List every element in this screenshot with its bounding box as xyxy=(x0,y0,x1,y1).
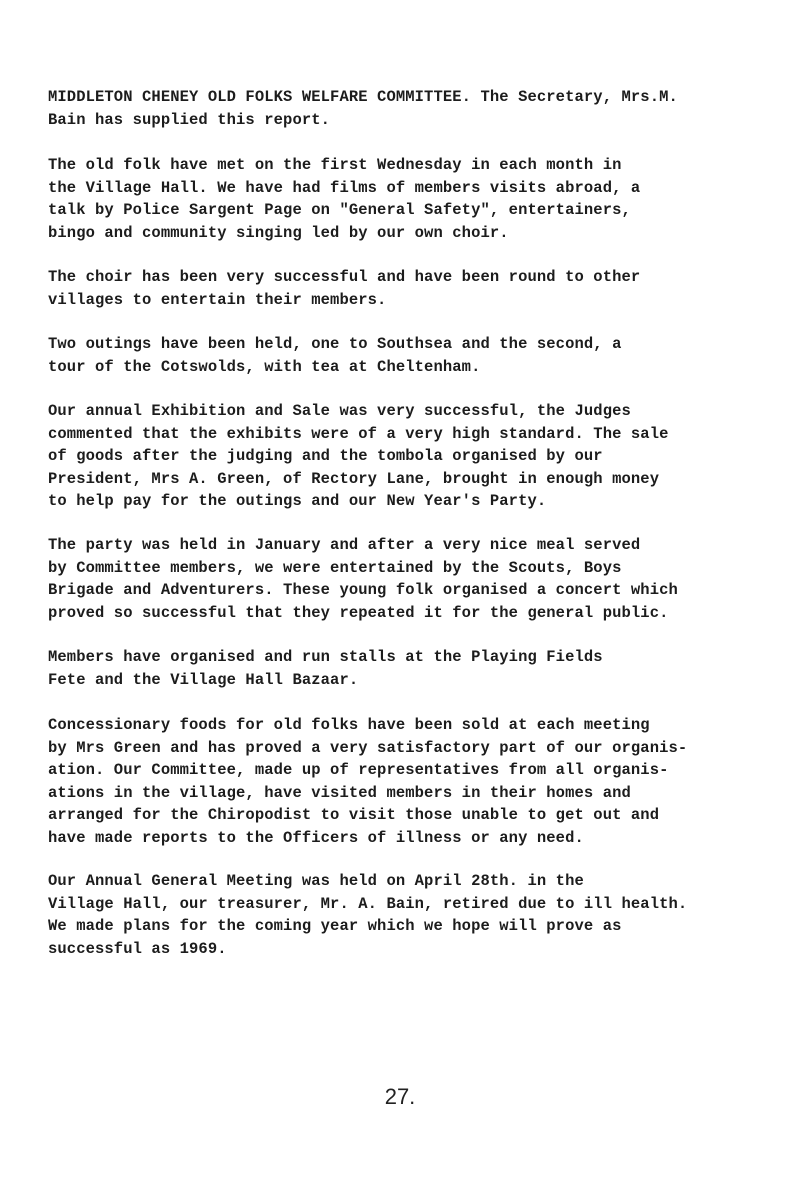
text-line: to help pay for the outings and our New Year's Party. xyxy=(48,492,547,510)
text-line: Members have organised and run stalls at the Playing Fields xyxy=(48,648,603,666)
text-line: President, Mrs A. Green, of Rectory Lane, brought in enough money xyxy=(48,469,660,488)
text-line: The old folk have met on the first Wednesday in each month in xyxy=(48,156,622,174)
text-line: commented that the exhibits were of a very high standard. The sale xyxy=(48,424,669,443)
text-line: bingo and community singing led by our own choir. xyxy=(48,223,509,242)
text-line: proved so successful that they repeated it for the general public. xyxy=(48,603,669,622)
text-line: Brigade and Adventurers. These young folk organised a concert which xyxy=(48,581,678,599)
paragraph-meetings xyxy=(48,154,768,244)
text-line: successful as 1969. xyxy=(48,939,227,958)
paragraph-heading xyxy=(48,86,768,131)
text-line: have made reports to the Officers of illness or any need. xyxy=(48,828,584,847)
text-line: of goods after the judging and the tombola organised by our xyxy=(48,447,603,465)
text-line: ation. Our Committee, made up of representatives from all organis- xyxy=(48,761,669,779)
text-line: by Committee members, we were entertained by the Scouts, Boys xyxy=(48,558,622,577)
text-line: The party was held in January and after a very nice meal served xyxy=(48,536,641,554)
text-line: Our Annual General Meeting was held on April 28th. in the xyxy=(48,872,584,890)
text-line: villages to entertain their members. xyxy=(48,290,387,309)
text-line: tour of the Cotswolds, with tea at Cheltenham. xyxy=(48,357,481,376)
text-line: talk by Police Sargent Page on "General Safety", entertainers, xyxy=(48,201,631,219)
text-line: Fete and the Village Hall Bazaar. xyxy=(48,670,359,689)
paragraph-annual-meeting xyxy=(48,870,768,960)
text-line: arranged for the Chiropodist to visit those unable to get out and xyxy=(48,806,660,824)
text-line: Village Hall, our treasurer, Mr. A. Bain, retired due to ill health. xyxy=(48,894,688,913)
paragraph-exhibition xyxy=(48,400,768,513)
paragraph-party xyxy=(48,534,768,624)
text-line: the Village Hall. We have had films of members visits abroad, a xyxy=(48,178,641,197)
text-line: Concessionary foods for old folks have been sold at each meeting xyxy=(48,716,650,734)
text-line: MIDDLETON CHENEY OLD FOLKS WELFARE COMMITTEE. The Secretary, Mrs.M. xyxy=(48,88,678,106)
paragraph-outings xyxy=(48,333,768,378)
text-line: ations in the village, have visited members in their homes and xyxy=(48,783,631,802)
text-line: Two outings have been held, one to Southsea and the second, a xyxy=(48,335,622,353)
page-number: 27. xyxy=(384,1084,416,1109)
text-line: Bain has supplied this report. xyxy=(48,110,331,129)
paragraph-choir xyxy=(48,266,768,311)
text-line: We made plans for the coming year which we hope will prove as xyxy=(48,917,622,935)
text-line: by Mrs Green and has proved a very satisfactory part of our organis- xyxy=(48,738,688,757)
paragraph-stalls xyxy=(48,646,768,691)
paragraph-concessionary-foods xyxy=(48,714,768,849)
text-line: Our annual Exhibition and Sale was very successful, the Judges xyxy=(48,402,631,420)
text-line: The choir has been very successful and have been round to other xyxy=(48,268,641,286)
